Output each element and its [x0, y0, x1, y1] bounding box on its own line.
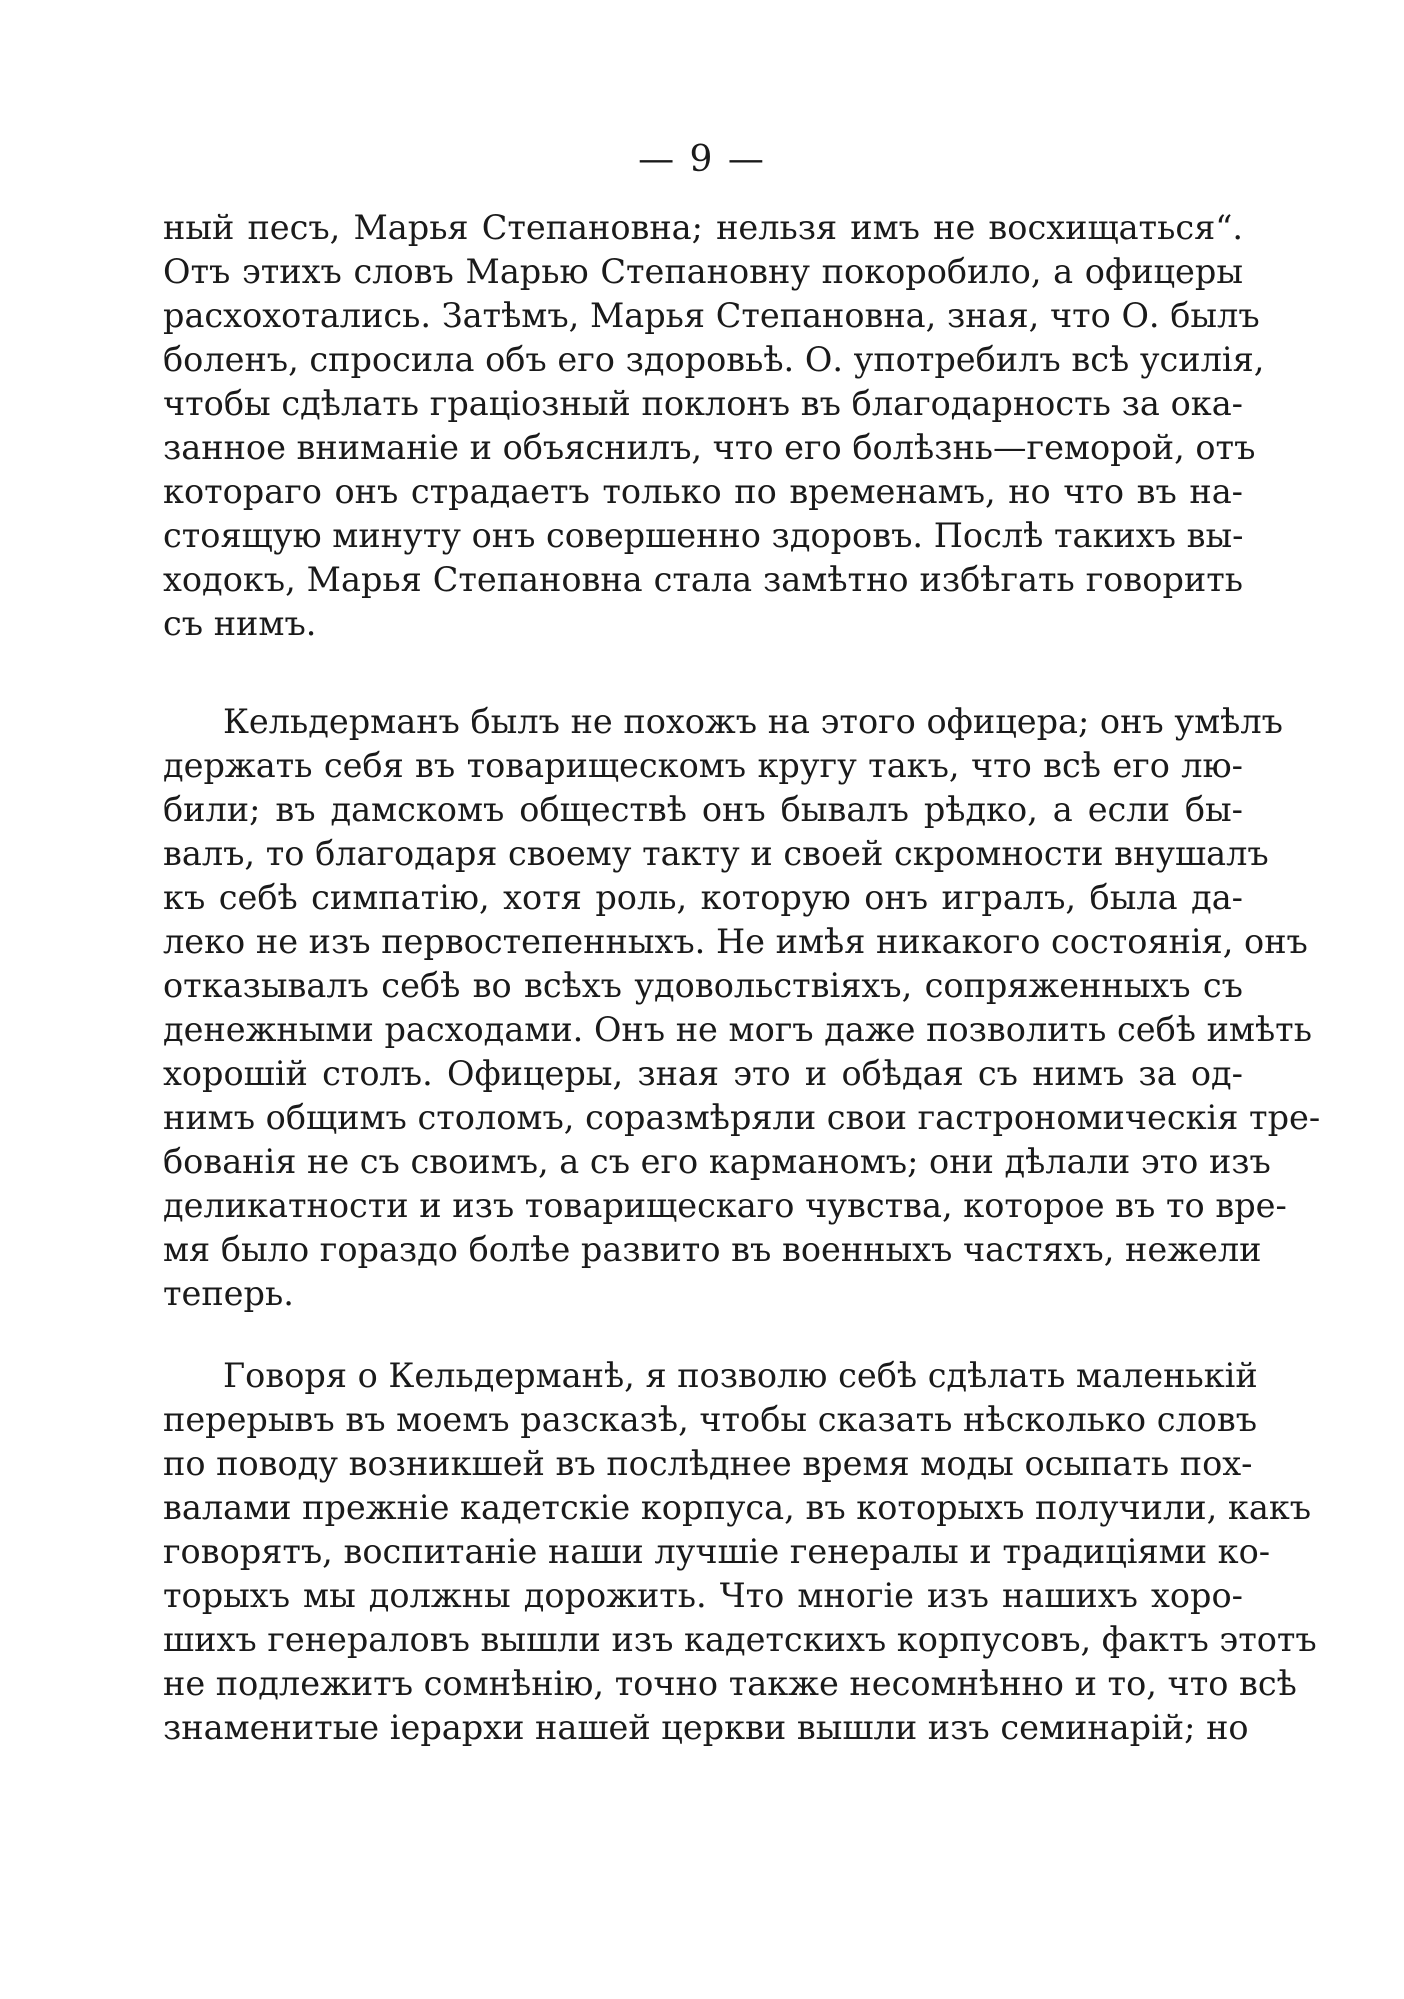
text-line: ходокъ, Марья Степановна стала замѣтно избѣгать говорить	[163, 560, 1243, 599]
text-line: шихъ генераловъ вышли изъ кадетскихъ корпусовъ, фактъ этотъ	[163, 1620, 1317, 1659]
paragraph-1	[163, 206, 1265, 646]
text-line: чтобы сдѣлать граціозный поклонъ въ благодарность за ока-	[163, 384, 1243, 423]
text-line: котораго онъ страдаетъ только по временамъ, но что въ на-	[163, 472, 1243, 511]
text-line: леко не изъ первостепенныхъ. Не имѣя никакого состоянія, онъ	[163, 922, 1308, 961]
text-line: теперь.	[163, 1274, 294, 1313]
text-line: къ себѣ симпатію, хотя роль, которую онъ игралъ, была да-	[163, 878, 1243, 917]
text-line: Говоря о Кельдерманѣ, я позволю себѣ сдѣлать маленькій	[223, 1356, 1258, 1395]
text-line: держать себя въ товарищескомъ кругу такъ, что всѣ его лю-	[163, 746, 1243, 785]
text-line: расхохотались. Затѣмъ, Марья Степановна, зная, что О. былъ	[163, 296, 1260, 335]
text-line: перерывъ въ моемъ разсказѣ, чтобы сказать нѣсколько словъ	[163, 1400, 1258, 1439]
text-line: отказывалъ себѣ во всѣхъ удовольствіяхъ, сопряженныхъ съ	[163, 966, 1243, 1005]
text-line: бованія не съ своимъ, а съ его карманомъ; они дѣлали это изъ	[163, 1142, 1271, 1181]
text-line: говорятъ, воспитаніе наши лучшіе генералы и традиціями ко-	[163, 1532, 1271, 1571]
paragraph-3	[163, 1354, 1317, 1750]
text-line: ный песъ, Марья Степановна; нельзя имъ не восхищаться“.	[163, 208, 1243, 247]
text-line: Отъ этихъ словъ Марью Степановну покоробило, а офицеры	[163, 252, 1243, 291]
text-line: нимъ общимъ столомъ, соразмѣряли свои гастрономическія тре-	[163, 1098, 1321, 1137]
text-line: съ нимъ.	[163, 604, 317, 643]
text-line: Кельдерманъ былъ не похожъ на этого офицера; онъ умѣлъ	[223, 702, 1283, 741]
text-line: били; въ дамскомъ обществѣ онъ бывалъ рѣдко, а если бы-	[163, 790, 1243, 829]
text-line: деликатности и изъ товарищескаго чувства, которое въ то вре-	[163, 1186, 1287, 1225]
text-line: по поводу возникшей въ послѣднее время моды осыпать пох-	[163, 1444, 1253, 1483]
text-line: знаменитые іерархи нашей церкви вышли изъ семинарій; но	[163, 1708, 1249, 1747]
text-line: валами прежніе кадетскіе корпуса, въ которыхъ получили, какъ	[163, 1488, 1312, 1527]
text-line: хорошій столъ. Офицеры, зная это и обѣдая съ нимъ за од-	[163, 1054, 1243, 1093]
paragraph-2	[163, 700, 1321, 1316]
text-line: стоящую минуту онъ совершенно здоровъ. Послѣ такихъ вы-	[163, 516, 1244, 555]
text-line: денежными расходами. Онъ не могъ даже позволить себѣ имѣть	[163, 1010, 1312, 1049]
text-line: занное вниманіе и объяснилъ, что его болѣзнь—геморой, отъ	[163, 428, 1256, 467]
text-line: боленъ, спросила объ его здоровьѣ. О. употребилъ всѣ усилія,	[163, 340, 1265, 379]
text-line: не подлежитъ сомнѣнію, точно также несомнѣнно и то, что всѣ	[163, 1664, 1297, 1703]
text-line: валъ, то благодаря своему такту и своей скромности внушалъ	[163, 834, 1269, 873]
page-number: — 9 —	[638, 139, 766, 180]
text-line: мя было гораздо болѣе развито въ военныхъ частяхъ, нежели	[163, 1230, 1262, 1269]
text-line: торыхъ мы должны дорожить. Что многіе изъ нашихъ хоро-	[163, 1576, 1243, 1615]
